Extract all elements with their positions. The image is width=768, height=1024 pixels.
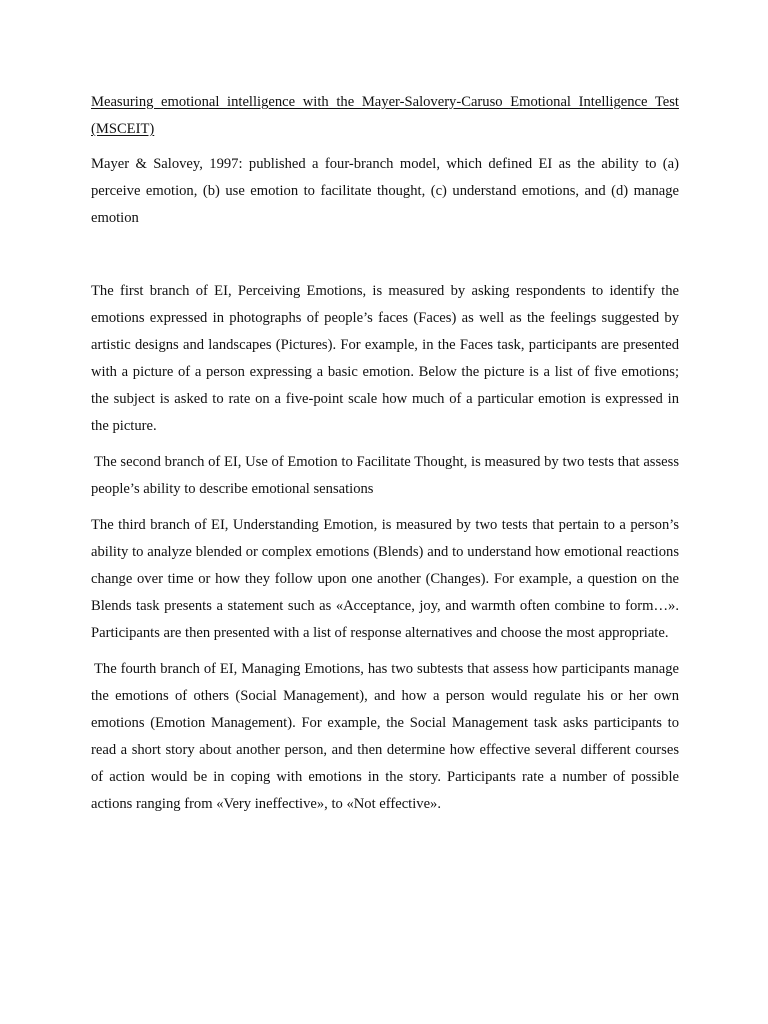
paragraph-first-branch: The first branch of EI, Perceiving Emotions, is measured by asking respondents to identify the emotions expressed in photographs of people’s faces (Faces) as well as the feelings suggested by artistic designs and landscapes (Pictures). For example, in the Faces task, participants are presented with a picture of a person expressing a basic emotion. Below the picture is a list of five emotions; the subject is asked to rate on a five-point scale how much of a particular emotion is expressed in the picture.	[91, 283, 679, 434]
document-page	[91, 89, 679, 818]
paragraph-third-branch: The third branch of EI, Understanding Emotion, is measured by two tests that pertain to a person’s ability to analyze blended or complex emotions (Blends) and to understand how emotional reactions change over time or how they follow upon one another (Changes). For example, a question on the Blends task presents a statement such as «Acceptance, joy, and warmth often combine to form…». Participants are then presented with a list of response alternatives and choose the most appropriate.	[91, 517, 679, 641]
paragraph-fourth-branch: The fourth branch of EI, Managing Emotions, has two subtests that assess how participants manage the emotions of others (Social Management), and how a person would regulate his or her own emotions (Emotion Management). For example, the Social Management task asks participants to read a short story about another person, and then determine how effective several different courses of action would be in coping with emotions in the story. Participants rate a number of possible actions ranging from «Very ineffective», to «Not effective».	[91, 661, 679, 812]
paragraph-second-branch: The second branch of EI, Use of Emotion to Facilitate Thought, is measured by two tests that assess people’s ability to describe emotional sensations	[91, 454, 679, 497]
paragraph-model-definition: Mayer & Salovey, 1997: published a four-branch model, which defined EI as the ability to (a) perceive emotion, (b) use emotion to facilitate thought, (c) understand emotions, and (d) manage emotion	[91, 156, 679, 226]
document-title: Measuring emotional intelligence with the Mayer-Salovery-Caruso Emotional Intelligence Test (MSCEIT)	[91, 94, 679, 137]
